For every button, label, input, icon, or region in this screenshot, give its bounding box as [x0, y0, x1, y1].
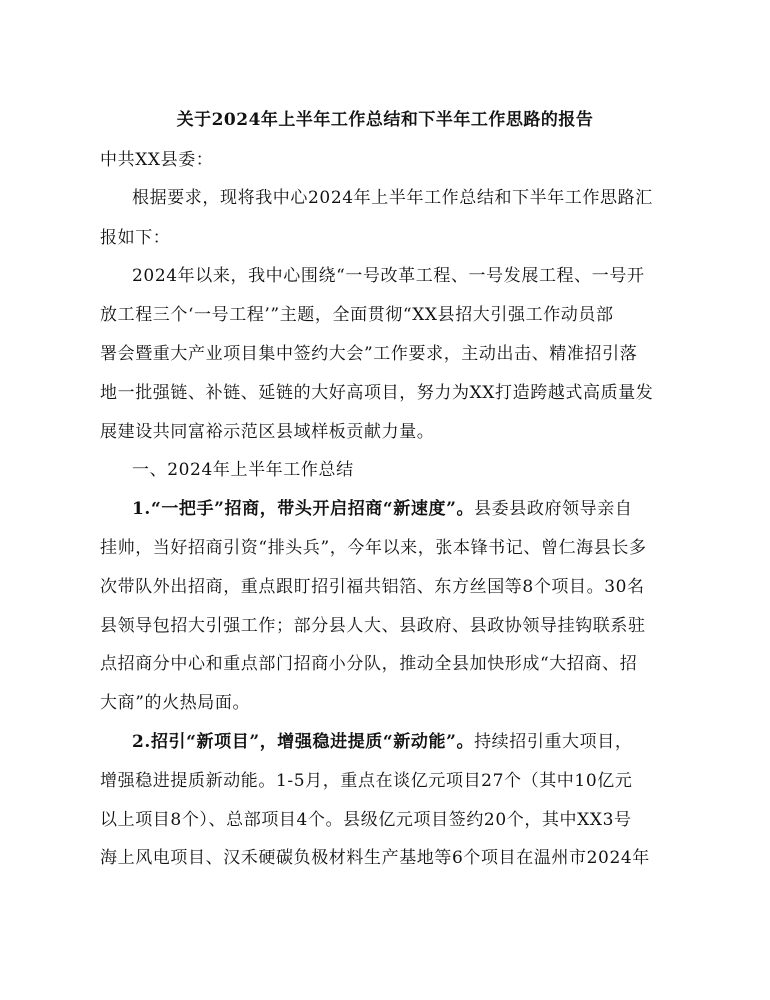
overview-line-4: 地一批强链、补链、延链的大好高项目，努力为XX打造跨越式高质量发	[100, 383, 654, 403]
item-1-line-4: 县领导包招大引强工作；部分县人大、县政府、县政协领导挂钩联系驻	[100, 616, 646, 636]
item-1-lead: 1.“一把手”招商，带头开启招商“新速度”。	[132, 499, 475, 519]
section-heading: 一、2024年上半年工作总结	[132, 460, 354, 480]
overview-line-1: 2024年以来，我中心围绕“一号改革工程、一号发展工程、一号开	[132, 266, 645, 286]
item-1-line-1-rest: 县委县政府领导亲自	[474, 499, 633, 519]
item-1-line-6: 大商”的火热局面。	[100, 693, 251, 713]
item-1-line-1	[132, 497, 632, 521]
report-title: 关于2024年上半年工作总结和下半年工作思路的报告	[176, 110, 594, 130]
intro-line-2: 报如下：	[100, 228, 171, 248]
item-1-line-5: 点招商分中心和重点部门招商小分队，推动全县加快形成“大招商、招	[100, 654, 638, 674]
overview-line-2: 放工程三个‘一号工程’”主题，全面贯彻“XX县招大引强工作动员部	[100, 305, 614, 325]
overview-line-3: 署会暨重大产业项目集中签约大会”工作要求，主动出击、精准招引落	[100, 344, 638, 364]
item-1-line-3: 次带队外出招商，重点跟盯招引福共铝箔、东方丝国等8个项目。30名	[100, 577, 645, 597]
item-2-lead: 2.招引“新项目”，增强稳进提质“新动能”。	[132, 732, 475, 752]
salutation: 中共XX县委：	[100, 150, 214, 170]
item-2-line-3: 以上项目8个）、总部项目4个。县级亿元项目签约20个，其中XX3号	[100, 810, 632, 830]
item-1-line-2: 挂帅，当好招商引资“排头兵”，今年以来，张本锋书记、曾仁海县长多	[100, 538, 647, 558]
item-2-line-1	[132, 730, 632, 754]
item-2-line-1-rest: 持续招引重大项目，	[474, 732, 633, 752]
intro-line-1: 根据要求，现将我中心2024年上半年工作总结和下半年工作思路汇	[132, 188, 653, 208]
item-2-line-2: 增强稳进提质新动能。1-5月，重点在谈亿元项目27个（其中10亿元	[100, 771, 633, 791]
overview-line-5: 展建设共同富裕示范区县域样板贡献力量。	[100, 422, 435, 442]
item-2-line-4: 海上风电项目、汉禾硬碳负极材料生产基地等6个项目在温州市2024年	[100, 848, 650, 868]
